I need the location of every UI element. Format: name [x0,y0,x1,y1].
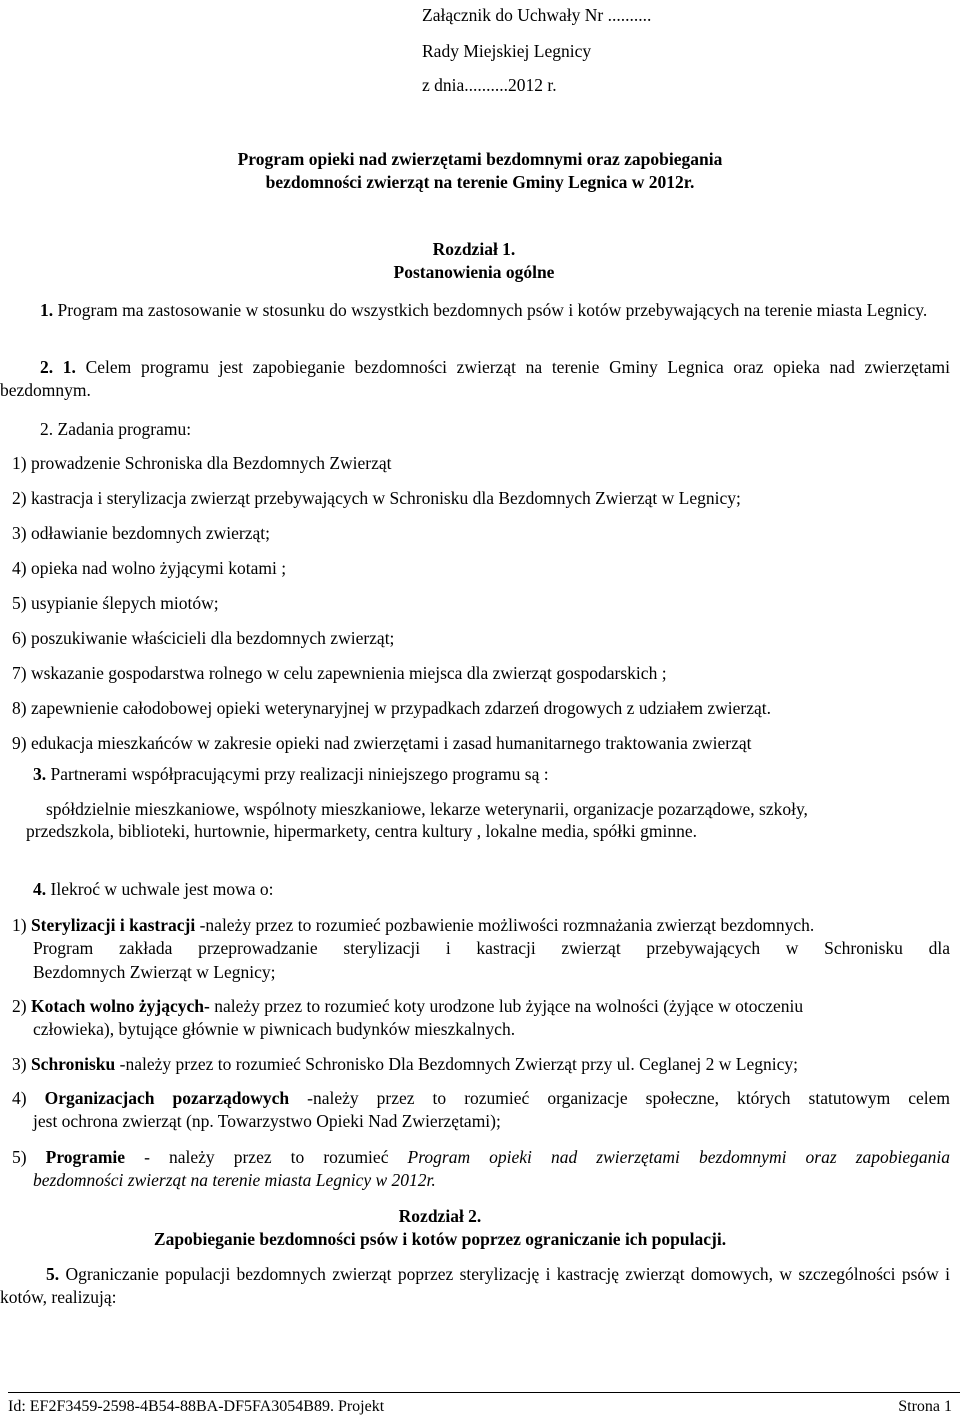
attachment-header [422,0,651,102]
title-line-1: Program opieki nad zwierzętami bezdomnymi oraz zapobiegania [237,149,723,169]
definition-1-line-3: Bezdomnych Zwierząt w Legnicy; [33,961,276,982]
definition-4 [12,1087,950,1134]
definition-5 [12,1146,950,1193]
chapter-2-title: Zapobieganie bezdomności psów i kotów poprzez ograniczanie ich populacji. [153,1229,727,1250]
definition-2 [12,995,950,1042]
task-item: 4) opieka nad wolno żyjącymi kotami ; [12,558,287,578]
tasks-list [12,452,771,767]
section-3-text: Partnerami współpracującymi przy realizacji niniejszego programu są : [46,764,549,784]
section-3-number: 3. [33,764,47,784]
definition-1-term: Sterylizacji i kastracji [30,915,196,935]
definition-5-program-name: Program opieki nad zwierzętami bezdomnymi oraz zapobiegania [407,1147,951,1167]
footer-document-id: Id: EF2F3459-2598-4B54-88BA-DF5FA3054B89. Projekt [8,1398,385,1415]
attachment-line-1: Załącznik do Uchwały Nr .......... [422,5,652,25]
attachment-line-2: Rady Miejskiej Legnicy [422,41,592,61]
task-item: 3) odławianie bezdomnych zwierząt; [12,523,271,543]
partners-line-2: przedszkola, biblioteki, hurtownie, hipermarkety, centra kultury , lokalne media, spółki gminne. [26,821,697,841]
section-1-number: 1. [40,300,54,320]
footer-page-number: Strona 1 [898,1398,952,1415]
definition-1-line-2: Program zakłada przeprowadzanie sterylizacji i kastracji zwierząt przebywających w Schronisku dla [33,938,950,959]
definition-2-line-1: należy przez to rozumieć koty urodzone lub żyjące na wolności (żyjące w otoczeniu [209,996,804,1016]
task-item: 2) kastracja i sterylizacja zwierząt przebywających w Schronisku dla Bezdomnych Zwierząt w Legnicy; [12,488,741,508]
chapter-2-heading [0,1205,880,1252]
section-4 [33,878,274,901]
task-item: 8) zapewnienie całodobowej opieki weterynaryjnej w przypadkach zdarzeń drogowych z udziałem zwierząt. [12,698,771,718]
section-1 [0,299,950,322]
task-item: 5) usypianie ślepych miotów; [12,593,219,613]
definition-3-number: 3) [12,1054,31,1074]
footer-divider [8,1392,960,1393]
section-5 [0,1263,950,1310]
definition-4-line-1: -należy przez to rozumieć organizacje społeczne, których statutowym celem [289,1088,950,1108]
task-item: 6) poszukiwanie właścicieli dla bezdomnych zwierząt; [12,628,395,648]
definition-3-line-1: -należy przez to rozumieć Schronisko Dla Bezdomnych Zwierząt przy ul. Ceglanej 2 w Legnicy; [115,1054,799,1074]
title-line-2: bezdomności zwierząt na terenie Gminy Legnica w 2012r. [265,172,695,193]
chapter-2-label: Rozdział 2. [398,1206,482,1226]
task-item: 1) prowadzenie Schroniska dla Bezdomnych Zwierząt [12,453,392,473]
task-item: 9) edukacja mieszkańców w zakresie opieki nad zwierzętami i zasad humanitarnego traktowania zwierząt [12,733,752,753]
definition-4-term: Organizacjach pozarządowych [44,1088,290,1108]
definition-1-number: 1) [12,915,31,935]
definition-2-term: Kotach wolno żyjących- [30,996,210,1016]
attachment-line-3: z dnia..........2012 r. [422,75,557,95]
section-2-paragraph-2: 2. Zadania programu: [40,419,192,439]
definition-5-term: Programie [45,1147,126,1167]
section-5-text: Ograniczanie populacji bezdomnych zwierząt poprzez sterylizację i kastrację zwierząt domowych, w szczególności psów i kotów, realizują: [0,1264,950,1308]
definition-5-line-1: - należy przez to rozumieć [125,1147,408,1167]
document-title [0,148,960,195]
definition-5-number: 5) [12,1147,46,1167]
section-4-number: 4. [33,879,47,899]
section-2 [0,356,950,403]
section-1-text: Program ma zastosowanie w stosunku do wszystkich bezdomnych psów i kotów przebywających na terenie miasta Legnicy. [53,300,928,320]
chapter-1-label: Rozdział 1. [432,239,516,259]
partners-line-1: spółdzielnie mieszkaniowe, wspólnoty mieszkaniowe, lekarze weterynarii, organizacje pozarządowe, szkoły, [46,799,808,819]
definition-2-line-2: człowieka), bytujące głównie w piwnicach budynków mieszkalnych. [33,1019,516,1040]
section-2-text: Celem programu jest zapobieganie bezdomności zwierząt na terenie Gminy Legnica oraz opieka nad zwierzętami bezdomnym. [0,357,950,401]
definition-1 [12,914,950,984]
definition-4-number: 4) [12,1088,45,1108]
section-3 [33,763,549,786]
section-2-number: 2. 1. [40,357,76,377]
definition-3 [12,1053,950,1076]
definition-2-number: 2) [12,996,31,1016]
chapter-1-title: Postanowienia ogólne [393,262,555,283]
section-5-number: 5. [46,1264,60,1284]
definition-5-line-2: bezdomności zwierząt na terenie miasta Legnicy w 2012r. [33,1170,436,1191]
definition-1-line-1: -należy przez to rozumieć pozbawienie możliwości rozmnażania zwierząt bezdomnych. [195,915,815,935]
section-4-text: Ilekroć w uchwale jest mowa o: [46,879,274,899]
task-item: 7) wskazanie gospodarstwa rolnego w celu zapewnienia miejsca dla zwierząt gospodarskich ; [12,663,667,683]
definition-3-term: Schronisku [30,1054,116,1074]
definition-4-line-2: jest ochrona zwierząt (np. Towarzystwo Opieki Nad Zwierzętami); [33,1111,501,1132]
chapter-1-heading [0,238,948,285]
